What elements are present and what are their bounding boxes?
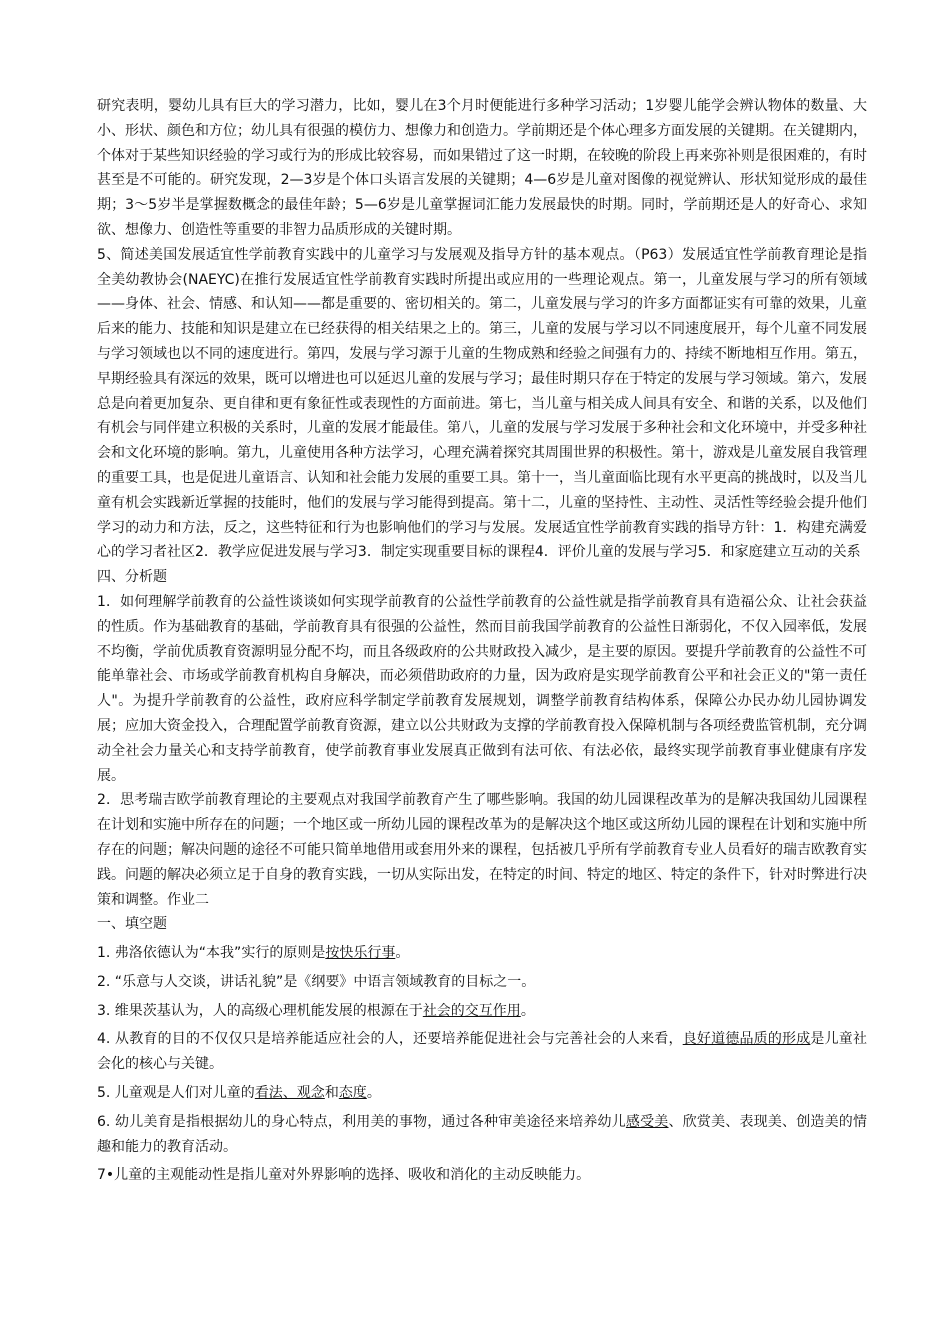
paragraph-critical-period: 研究表明，婴幼儿具有巨大的学习潜力，比如，婴儿在3个月时便能进行多种学习活动；1岁婴儿能学会辨认物体的数量、大小、形状、颜色和方位；幼儿具有很强的模仿力、想像力和创造力。学前期还是个体心理多方面发展的关键期。在关键期内，个体对于某些知识经验的学习或行为的形成比较容易，而如果错过了这一时期，在较晚的阶段上再来弥补则是很困难的，有时甚至是不可能的。研究发现，2—3岁是个体口头语言发展的关键期；4—6岁是儿童对图像的视觉辨认、形状知觉形成的最佳期；3～5岁半是掌握数概念的最佳年龄；5—6岁是儿童掌握词汇能力发展最快的时期。同时，学前期还是人的好奇心、求知欲、想像力、创造性等重要的非智力品质形成的关键时期。 bbox=[97, 98, 867, 238]
fill-item-1: 1. 弗洛依德认为“本我”实行的原则是按快乐行事。 bbox=[97, 945, 410, 962]
answer: 看法、观念 bbox=[254, 1085, 325, 1102]
paragraph-question-5: 5、简述美国发展适宜性学前教育实践中的儿童学习与发展观及指导方针的基本观点。（P63）发展适宜性学前教育理论是指全美幼教协会(NAEYC)在推行发展适宜性学前教育实践时所提出或应用的一些理论观点。第一，儿童发展与学习的所有领域——身体、社会、情感、和认知——都是重要的、密切相关的。第二，儿童发展与学习的许多方面都证实有可靠的效果，儿童后来的能力、技能和知识是建立在已经获得的相关结果之上的。第三，儿童的发展与学习以不同速度展开，每个儿童不同发展与学习领域也以不同的速度进行。第四，发展与学习源于儿童的生物成熟和经验之间强有力的、持续不断地相互作用。第五，早期经验具有深远的效果，既可以增进也可以延迟儿童的发展与学习；最佳时期只存在于特定的发展与学习领域。第六，发展总是向着更加复杂、更自律和更有象征性或表现性的方面前进。第七，当儿童与相关成人间具有安全、和谐的关系，以及他们有机会与同伴建立积极的关系时，儿童的发展才能最佳。第八，儿童的发展与学习发展于多种社会和文化环境中，并受多种社会和文化环境的影响。第九，儿童使用各种方法学习，心理充满着探究其周围世界的积极性。第十，游戏是儿童发展自我管理的重要工具，也是促进儿童语言、认知和社会能力发展的重要工具。第十一，当儿童面临比现有水平更高的挑战时，以及当儿童有机会实践新近掌握的技能时，他们的发展与学习能得到提高。第十二，儿童的坚持性、主动性、灵活性等经验会提升他们学习的动力和方法，反之，这些特征和行为也影响他们的学习与发展。发展适宜性学前教育实践的指导方针：1．构建充满爱心的学习者社区2．教学应促进发展与学习3．制定实现重要目标的课程4．评价儿童的发展与学习5．和家庭建立互动的关系 bbox=[97, 246, 867, 561]
paragraph-analysis-1: 1．如何理解学前教育的公益性谈谈如何实现学前教育的公益性学前教育的公益性就是指学前教育具有造福公众、让社会获益的性质。作为基础教育的基础，学前教育具有很强的公益性，然而目前我国学前教育的公益性日渐弱化，不仅入园率低，发展不均衡，学前优质教育资源明显分配不均，而且各级政府的公共财政投入减少，是主要的原因。要提升学前教育的公益性不可能单靠社会、市场或学前教育机构自身解决，而必须借助政府的力量，因为政府是实现学前教育公平和社会正义的"第一责任人"。为提升学前教育的公益性，政府应科学制定学前教育发展规划，调整学前教育结构体系，保障公办民办幼儿园协调发展；应加大资金投入，合理配置学前教育资源，建立以公共财政为支撑的学前教育投入保障机制与各项经费监管机制，充分调动全社会力量关心和支持学前教育，使学前教育事业发展真正做到有法可依、有法必依，最终实现学前教育事业健康有序发展。 bbox=[97, 593, 867, 784]
fill-item-7: 7•儿童的主观能动性是指儿童对外界影响的选择、吸收和消化的主动反映能力。 bbox=[97, 1167, 591, 1184]
answer: 良好道德品质的形成 bbox=[682, 1031, 811, 1048]
answer: 社会的交互作用 bbox=[422, 1002, 521, 1019]
document-page bbox=[97, 94, 867, 1188]
section-heading-fill-blank: 一、填空题 bbox=[97, 916, 167, 933]
fill-item-6: 6. 幼儿美育是指根据幼儿的身心特点，利用美的事物，通过各种审美途径来培养幼儿感受美、欣赏美、表现美、创造美的情趣和能力的教育活动。 bbox=[97, 1113, 867, 1155]
fill-item-2: 2. “乐意与人交谈，讲话礼貌”是《纲要》中语言领域教育的目标之一。 bbox=[97, 973, 536, 990]
fill-item-3: 3. 维果茨基认为，人的高级心理机能发展的根源在于社会的交互作用。 bbox=[97, 1002, 535, 1019]
fill-item-5: 5. 儿童观是人们对儿童的看法、观念和态度。 bbox=[97, 1085, 381, 1102]
answer: 态度 bbox=[338, 1085, 367, 1102]
answer: 按快乐行事 bbox=[325, 945, 396, 962]
answer: 感受美 bbox=[625, 1113, 669, 1130]
fill-item-4: 4. 从教育的目的不仅仅只是培养能适应社会的人，还要培养能促进社会与完善社会的人来看，良好道德品质的形成是儿童社会化的核心与关键。 bbox=[97, 1031, 867, 1073]
section-heading-analysis: 四、分析题 bbox=[97, 569, 167, 586]
paragraph-analysis-2: 2．思考瑞吉欧学前教育理论的主要观点对我国学前教育产生了哪些影响。我国的幼儿园课程改革为的是解决我国幼儿园课程在计划和实施中所存在的问题；一个地区或一所幼儿园的课程改革为的是解决这个地区或这所幼儿园的课程在计划和实施中所存在的问题；解决问题的途径不可能只简单地借用或套用外来的课程，包括被几乎所有学前教育专业人员看好的瑞吉欧教育实践。问题的解决必须立足于自身的教育实践，一切从实际出发，在特定的时间、特定的地区、特定的条件下，针对时弊进行决策和调整。作业二 bbox=[97, 792, 867, 908]
